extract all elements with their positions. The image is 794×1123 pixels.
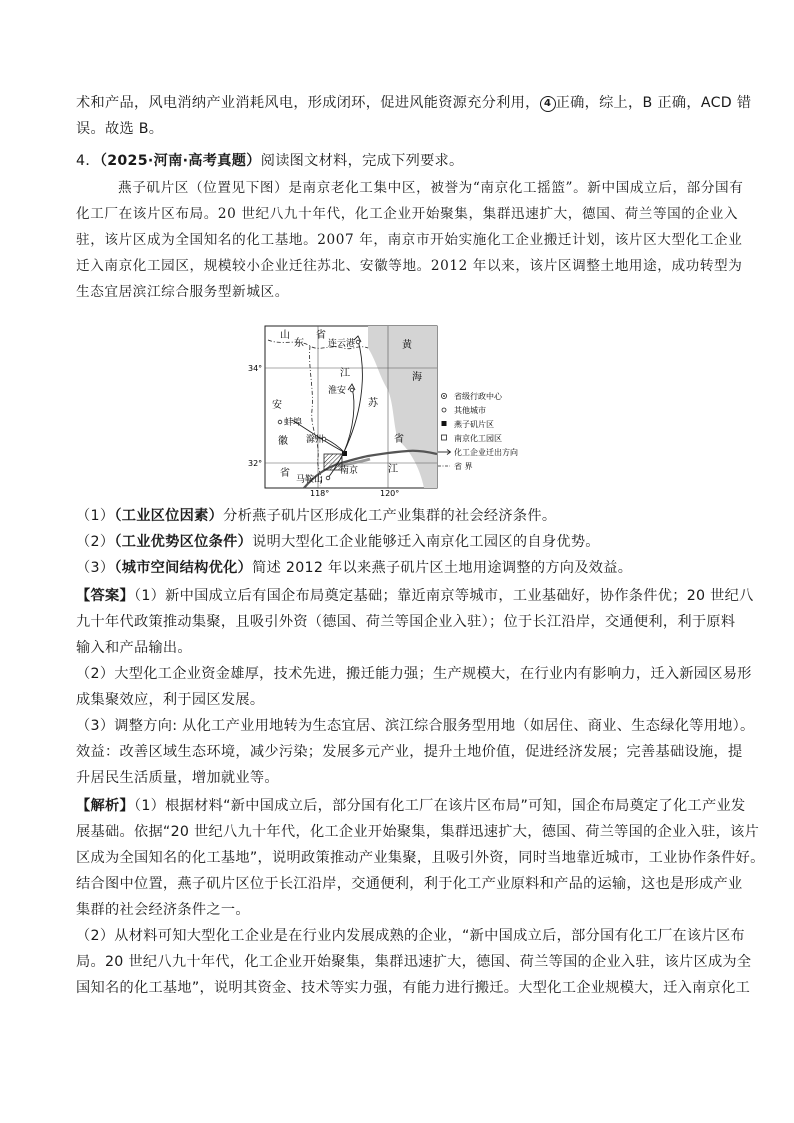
map-legend bbox=[438, 391, 518, 471]
city-label: 马鞍山 bbox=[296, 475, 324, 485]
material-line: 化工厂在该片区布局。20 世纪八九十年代，化工企业开始聚集，集群迅速扩大，德国、荷兰等国的企业入 bbox=[76, 206, 739, 222]
analysis-section bbox=[76, 793, 765, 1001]
lat-label: 32° bbox=[248, 459, 263, 468]
analysis-line: （2）从材料可知大型化工企业是在行业内发展成熟的企业，“新中国成立后，部分国有化工厂在该片区布 bbox=[76, 928, 745, 944]
previous-answer-continuation bbox=[76, 90, 752, 142]
answer-section bbox=[76, 583, 755, 791]
province-char: 安 bbox=[272, 400, 282, 411]
question-header bbox=[76, 148, 726, 174]
answer-line: （3）调整方向: 从化工产业用地转为生态宜居、滨江综合服务型用地（如居住、商业、生态绿化等用地）。 bbox=[76, 718, 755, 734]
answer-line: 升居民生活质量，增加就业等。 bbox=[76, 770, 279, 786]
legend-label: 燕子矶片区 bbox=[454, 420, 494, 429]
province-char: 省 bbox=[316, 330, 326, 341]
legend-label: 其他城市 bbox=[454, 406, 486, 415]
province-char: 山 bbox=[280, 330, 290, 341]
question-prompt: 阅读图文材料，完成下列要求。 bbox=[260, 153, 464, 169]
city-label: 滁州 bbox=[306, 435, 325, 445]
legend-label: 省 界 bbox=[454, 462, 473, 471]
answer-line: （2）大型化工企业资金雄厚，技术先进，搬迁能力强；生产规模大，在行业内有影响力，迁入新园区易形 bbox=[76, 666, 752, 682]
question-source: （2025·河南·高考真题） bbox=[99, 153, 261, 169]
answer-line: 输入和产品输出。 bbox=[76, 640, 192, 656]
continuation-line-2: 误。故选 B。 bbox=[76, 121, 164, 137]
answer-line: 【答案】（1）新中国成立后有国企布局奠定基础；靠近南京等城市，工业基础好，协作条件优；20 世纪八 bbox=[76, 588, 754, 604]
answer-label: 【答案】 bbox=[76, 588, 134, 604]
analysis-line: 局。20 世纪八九十年代，化工企业开始聚集，集群迅速扩大，德国、荷兰等国的企业入驻，该片区成为全 bbox=[76, 954, 752, 970]
city-label: 蚌埠 bbox=[284, 418, 303, 428]
material-line: 燕子矶片区（位置见下图）是南京老化工集中区，被誉为“南京化工摇篮”。新中国成立后，部分国有 bbox=[118, 180, 744, 196]
material-line: 驻，该片区成为全国知名的化工基地。2007 年，南京市开始实施化工企业搬迁计划，该片区大型化工企业 bbox=[76, 232, 743, 248]
province-char: 苏 bbox=[368, 398, 378, 409]
answer-line: 九十年代政策推动集聚，且吸引外资（德国、荷兰等国企业入驻）；位于长江沿岸，交通便利，利于原料 bbox=[76, 614, 736, 630]
material-line: 迁入南京化工园区，规模较小企业迁往苏北、安徽等地。2012 年以来，该片区调整土地用途，成功转型为 bbox=[76, 258, 743, 274]
province-char: 江 bbox=[388, 464, 398, 475]
sub-questions bbox=[76, 503, 726, 581]
analysis-line: 区成为全国知名的化工基地”，说明政策推动产业集聚，且吸引外资，同时当地靠近城市，工业协作条件好。 bbox=[76, 850, 765, 866]
analysis-line: 【解析】（1）根据材料“新中国成立后，部分国有化工厂在该片区布局”可知，国企布局奠定了化工产业发 bbox=[76, 798, 746, 814]
lon-label: 118° bbox=[310, 489, 330, 498]
analysis-line: 集群的社会经济条件之一。 bbox=[76, 902, 250, 918]
material-line: 生态宜居滨江综合服务型新城区。 bbox=[76, 284, 289, 300]
lon-label: 120° bbox=[380, 489, 400, 498]
province-char: 徽 bbox=[278, 436, 288, 447]
province-char: 东 bbox=[294, 338, 304, 349]
sea-char: 黄 bbox=[402, 340, 412, 351]
city-label: 连云港 bbox=[328, 339, 356, 349]
legend-label: 南京化工园区 bbox=[454, 434, 502, 443]
answer-line: 成集聚效应，利于园区发展。 bbox=[76, 692, 265, 708]
province-char: 省 bbox=[280, 468, 290, 479]
sub-question-1: （1）（工业区位因素）分析燕子矶片区形成化工产业集群的社会经济条件。 bbox=[76, 508, 557, 524]
lat-label: 34° bbox=[248, 364, 263, 373]
circled-number-badge: 4 bbox=[540, 96, 556, 112]
city-label: 淮安 bbox=[328, 386, 347, 396]
city-label: 南京 bbox=[340, 466, 359, 476]
location-map bbox=[248, 318, 768, 500]
province-char: 江 bbox=[340, 368, 350, 379]
question-number: 4． bbox=[76, 153, 100, 169]
analysis-line: 展基础。依据“20 世纪八九十年代，化工企业开始聚集，集群迅速扩大，德国、荷兰等国的企业入驻，该片 bbox=[76, 824, 760, 840]
analysis-line: 结合图中位置，燕子矶片区位于长江沿岸，交通便利，利于化工产业原料和产品的运输，这也是形成产业 bbox=[76, 876, 743, 892]
continuation-line-1: 术和产品，风电消纳产业消耗风电，形成闭环，促进风能资源充分利用， 4 正确，综上，B 正确，ACD 错 bbox=[76, 95, 752, 111]
analysis-label: 【解析】 bbox=[76, 798, 134, 814]
sub-question-2: （2）（工业优势区位条件）说明大型化工企业能够迁入南京化工园区的自身优势。 bbox=[76, 534, 600, 550]
province-char: 省 bbox=[394, 434, 404, 445]
sea-char: 海 bbox=[412, 372, 422, 383]
sub-question-3: （3）（城市空间结构优化）简述 2012 年以来燕子矶片区土地用途调整的方向及效益。 bbox=[76, 560, 633, 576]
material-passage bbox=[76, 175, 744, 305]
legend-label: 省级行政中心 bbox=[454, 392, 502, 401]
analysis-line: 国知名的化工基地”，说明其资金、技术等实力强，有能力进行搬迁。大型化工企业规模大，迁入南京化工 bbox=[76, 980, 751, 996]
answer-line: 效益：改善区域生态环境，减少污染；发展多元产业，提升土地价值，促进经济发展；完善基础设施，提 bbox=[76, 744, 743, 760]
legend-label: 化工企业迁出方向 bbox=[454, 448, 518, 457]
